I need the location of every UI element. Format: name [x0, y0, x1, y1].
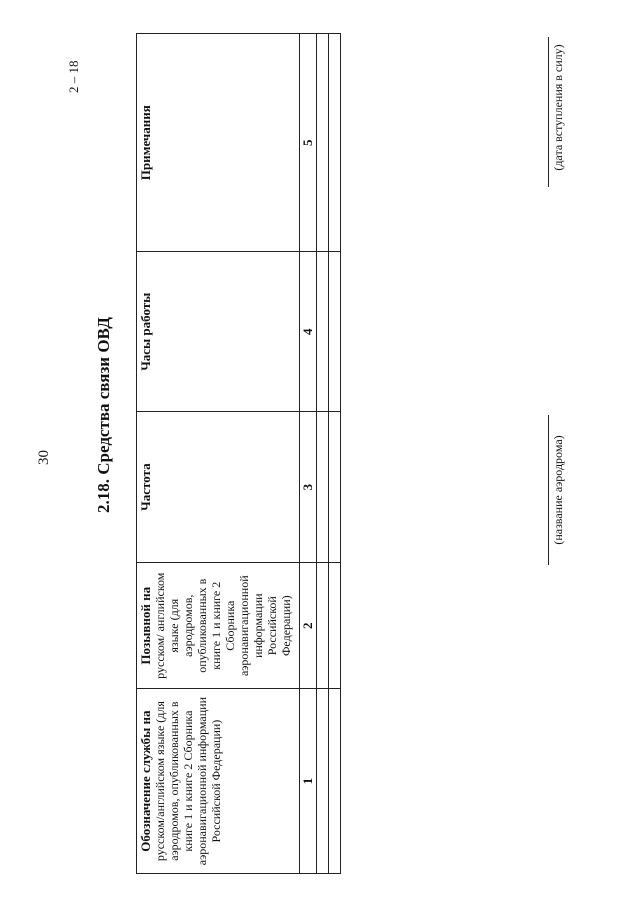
empty-cell [329, 34, 341, 252]
empty-cell [317, 252, 329, 412]
column-number: 2 [300, 563, 317, 689]
header-callsign [137, 563, 300, 689]
airport-name-caption: (название аэродрома) [551, 435, 565, 545]
section-code: 2 – 18 [66, 60, 81, 93]
header-col2-text: русском/ английском языке (для аэродромов, опубликованных в книге 1 и книге 2 Сборника аэронавигационной информации Российской Федерации) [153, 572, 293, 679]
column-number: 5 [300, 34, 317, 252]
header-col2-bold: Позывной на [138, 586, 153, 665]
column-number: 3 [300, 412, 317, 563]
header-row [137, 34, 300, 874]
empty-cell [317, 689, 329, 874]
header-col1-bold: Обозначение службы на [138, 710, 153, 852]
empty-cell [329, 412, 341, 563]
effective-date-caption: (дата вступления в силу) [551, 44, 565, 171]
section-title: 2.18. Средства связи ОВД [94, 317, 113, 513]
empty-cell [317, 412, 329, 563]
airport-name-line [548, 415, 549, 565]
atc-communication-table [136, 33, 341, 874]
empty-cell [329, 689, 341, 874]
header-remarks [137, 34, 300, 252]
header-service-designation [137, 689, 300, 874]
page-number: 30 [36, 450, 52, 465]
column-number: 1 [300, 689, 317, 874]
effective-date-line [548, 37, 549, 187]
empty-cell [329, 252, 341, 412]
header-col3-bold: Частота [138, 463, 153, 511]
empty-row [317, 34, 329, 874]
header-col4-bold: Часы работы [138, 292, 153, 371]
header-col5-bold: Примечания [138, 105, 153, 181]
header-hours [137, 252, 300, 412]
empty-row [329, 34, 341, 874]
empty-cell [329, 563, 341, 689]
empty-cell [317, 563, 329, 689]
column-number-row [300, 34, 317, 874]
empty-cell [317, 34, 329, 252]
header-col1-text: русском/английском языке (для аэродромов, опубликованных в книге 1 и книге 2 Сборника аэронавигационной информации Российской Федерации) [153, 697, 223, 866]
header-frequency [137, 412, 300, 563]
column-number: 4 [300, 252, 317, 412]
